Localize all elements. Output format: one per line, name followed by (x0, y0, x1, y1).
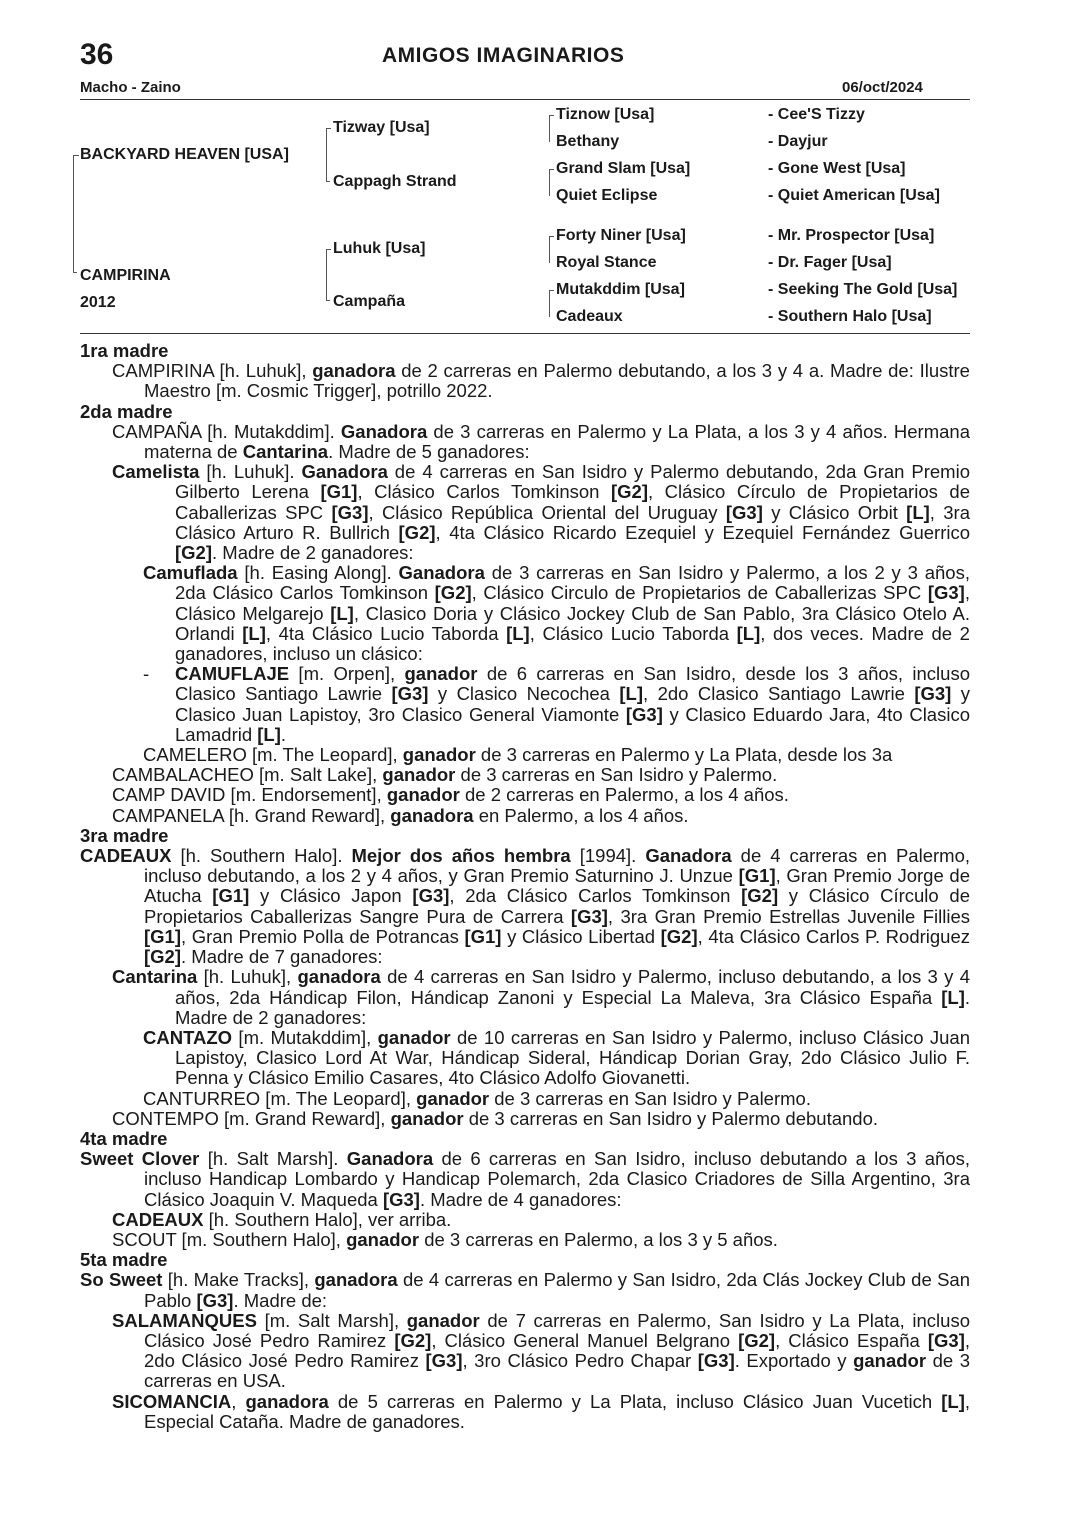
dam-entry: CAMPAÑA [h. Mutakddim]. Ganadora de 3 carreras en Palermo y La Plata, a los 3 y 4 años. Hermana materna de Cantarina. Madre de 5 ganadores: (112, 420, 970, 463)
pedigree-gen2: Cappagh Strand (333, 173, 457, 190)
pedigree-gen4: - Quiet American [Usa] (768, 187, 940, 204)
produce-entry: - CAMUFLAJE [m. Orpen], ganador de 6 carreras en San Isidro, desde los 3 años, incluso Clasico Santiago Lawrie [G3] y Clasico Necochea [L], 2do Clasico Santiago Lawrie [G3] y Clasico Juan Lapistoy, 3ro Clasico General Viamonte [G3] y Clasico Eduardo Jara, 4to Clasico Lamadrid [L]. (143, 663, 971, 745)
section-heading: 2da madre (80, 400, 173, 422)
pedigree-gen2: Tizway [Usa] (333, 119, 430, 136)
produce-entry: Cantarina [h. Luhuk], ganadora de 4 carreras en San Isidro y Palermo, incluso debutando, a los 3 y 4 años, 2da Hándicap Filon, Hándicap Zanoni y Especial La Maleva, 3ra Clásico España [L]. Madre de 2 ganadores: (112, 966, 970, 1028)
produce-entry: Camelista [h. Luhuk]. Ganadora de 4 carreras en San Isidro y Palermo debutando, 2da Gran Premio Gilberto Lerena [G1], Clásico Carlos Tomkinson [G2], Clásico Círculo de Propietarios de Caballerizas SPC [G3], Clásico República Oriental del Uruguay [G3] y Clásico Orbit [L], 3ra Clásico Arturo R. Bullrich [G2], 4ta Clásico Ricardo Ezequiel y Ezequiel Fernández Guerrico [G2]. Madre de 2 ganadores: (112, 461, 971, 564)
produce-entry: CAMP DAVID [m. Endorsement], ganador de 2 carreras en Palermo, a los 4 años. (112, 784, 789, 806)
pedigree-gen4: - Mr. Prospector [Usa] (768, 227, 935, 244)
pedigree-gen3: Mutakddim [Usa] (556, 281, 685, 298)
section-heading: 5ta madre (80, 1249, 168, 1271)
pedigree-sire: BACKYARD HEAVEN [USA] (80, 146, 289, 163)
pedigree-gen3: Bethany (556, 133, 620, 150)
pedigree-gen3: Forty Niner [Usa] (556, 227, 686, 244)
pedigree-gen4: - Southern Halo [Usa] (768, 308, 932, 325)
produce-entry: SICOMANCIA, ganadora de 5 carreras en Palermo y La Plata, incluso Clásico Juan Vucetich [L], Especial Cataña. Madre de ganadores. (112, 1390, 971, 1432)
dam-entry: CADEAUX [h. Southern Halo]. Mejor dos años hembra [1994]. Ganadora de 4 carreras en Palermo, incluso debutando, a los 2 y 4 años, y Gran Premio Saturnino J. Unzue [G1], Gran Premio Jorge de Atucha [G1] y Clásico Japon [G3], 2da Clásico Carlos Tomkinson [G2] y Clásico Círculo de Propietarios Caballerizas Sangre Pura de Carrera [G3], 3ra Gran Premio Estrellas Juvenile Fillies [G1], Gran Premio Polla de Potrancas [G1] y Clásico Libertad [G2], 4ta Clásico Carlos P. Rodriguez [G2]. Madre de 7 ganadores: (80, 845, 971, 968)
pedigree-gen2: Campaña (333, 293, 406, 310)
produce-entry: CANTAZO [m. Mutakddim], ganador de 10 carreras en San Isidro y Palermo, incluso Clásico Juan Lapistoy, Clasico Lord At War, Hándicap Sideral, Hándicap Dorian Gray, 2do Clásico Julio F. Penna y Clásico Emilio Casares, 4to Clásico Adolfo Giovanetti. (143, 1026, 970, 1089)
produce-entry: SALAMANQUES [m. Salt Marsh], ganador de 7 carreras en Palermo, San Isidro y La Plata, incluso Clásico José Pedro Ramirez [G2], Clásico General Manuel Belgrano [G2], Clásico España [G3], 2do Clásico José Pedro Ramirez [G3], 3ro Clásico Pedro Chapar [G3]. Exportado y ganador de 3 carreras en USA. (112, 1309, 971, 1392)
pedigree-gen3: Tiznow [Usa] (556, 106, 655, 123)
dam-entry: Sweet Clover [h. Salt Marsh]. Ganadora de 6 carreras en San Isidro, incluso debutando a los 3 años, incluso Handicap Lombardo y Handicap Polemarch, 2da Clasico Criadores de Silla Argentino, 3ra Clásico Joaquin V. Maqueda [G3]. Madre de 4 ganadores: (80, 1148, 971, 1210)
pedigree-gen2: Luhuk [Usa] (333, 240, 426, 257)
produce-entry: CAMPANELA [h. Grand Reward], ganadora en Palermo, a los 4 años. (112, 804, 689, 826)
header-rule (80, 99, 970, 100)
produce-entry: CONTEMPO [m. Grand Reward], ganador de 3 carreras en San Isidro y Palermo debutando. (112, 1107, 879, 1129)
pedigree-gen4: - Seeking The Gold [Usa] (768, 281, 958, 298)
pedigree-gen3: Quiet Eclipse (556, 187, 658, 204)
pedigree-dam: CAMPIRINA (80, 267, 171, 284)
pedigree-gen3: Grand Slam [Usa] (556, 160, 691, 177)
pedigree-gen4: - Dr. Fager [Usa] (768, 254, 892, 271)
pedigree-year: 2012 (80, 294, 116, 311)
lot-number: 36 (80, 38, 114, 71)
horse-name: AMIGOS IMAGINARIOS (382, 44, 625, 67)
pedigree-gen4: - Dayjur (768, 133, 828, 150)
produce-entry: CADEAUX [h. Southern Halo], ver arriba. (112, 1208, 452, 1230)
produce-entry: Camuflada [h. Easing Along]. Ganadora de 3 carreras en San Isidro y Palermo, a los 2 y 3 años, 2da Clásico Carlos Tomkinson [G2], Clásico Circulo de Propietarios de Caballerizas SPC [G3], Clásico Melgarejo [L], Clasico Doria y Clásico Jockey Club de San Pablo, 3ra Clásico Otelo A. Orlandi [L], 4ta Clásico Lucio Taborda [L], Clásico Lucio Taborda [L], dos veces. Madre de 2 ganadores, incluso un clásico: (143, 562, 970, 665)
catalog-date: 06/oct/2024 (842, 79, 923, 96)
produce-entry: CANTURREO [m. The Leopard], ganador de 3 carreras en San Isidro y Palermo. (143, 1087, 811, 1109)
pedigree-gen4: - Gone West [Usa] (768, 160, 906, 177)
produce-entry: SCOUT [m. Southern Halo], ganador de 3 carreras en Palermo, a los 3 y 5 años. (112, 1228, 778, 1250)
pedigree-gen3: Cadeaux (556, 308, 623, 325)
dam-entry: CAMPIRINA [h. Luhuk], ganadora de 2 carreras en Palermo debutando, a los 3 y 4 a. Madre de: Ilustre Maestro [m. Cosmic Trigger], potrillo 2022. (112, 360, 970, 402)
section-heading: 4ta madre (80, 1127, 168, 1149)
pedigree-rule (80, 333, 970, 334)
dam-entry: So Sweet [h. Make Tracks], ganadora de 4 carreras en Palermo y San Isidro, 2da Clás Jockey Club de San Pablo [G3]. Madre de: (80, 1269, 971, 1311)
produce-entry: CAMELERO [m. The Leopard], ganador de 3 carreras en Palermo y La Plata, desde los 3a (143, 744, 893, 766)
produce-record (80, 341, 970, 1432)
produce-entry: CAMBALACHEO [m. Salt Lake], ganador de 3 carreras en San Isidro y Palermo. (112, 764, 778, 786)
pedigree-gen4: - Cee'S Tizzy (768, 106, 865, 123)
pedigree-gen3: Royal Stance (556, 254, 657, 271)
section-heading: 3ra madre (80, 824, 169, 846)
sex-color: Macho - Zaino (80, 79, 181, 96)
section-heading: 1ra madre (80, 340, 169, 361)
